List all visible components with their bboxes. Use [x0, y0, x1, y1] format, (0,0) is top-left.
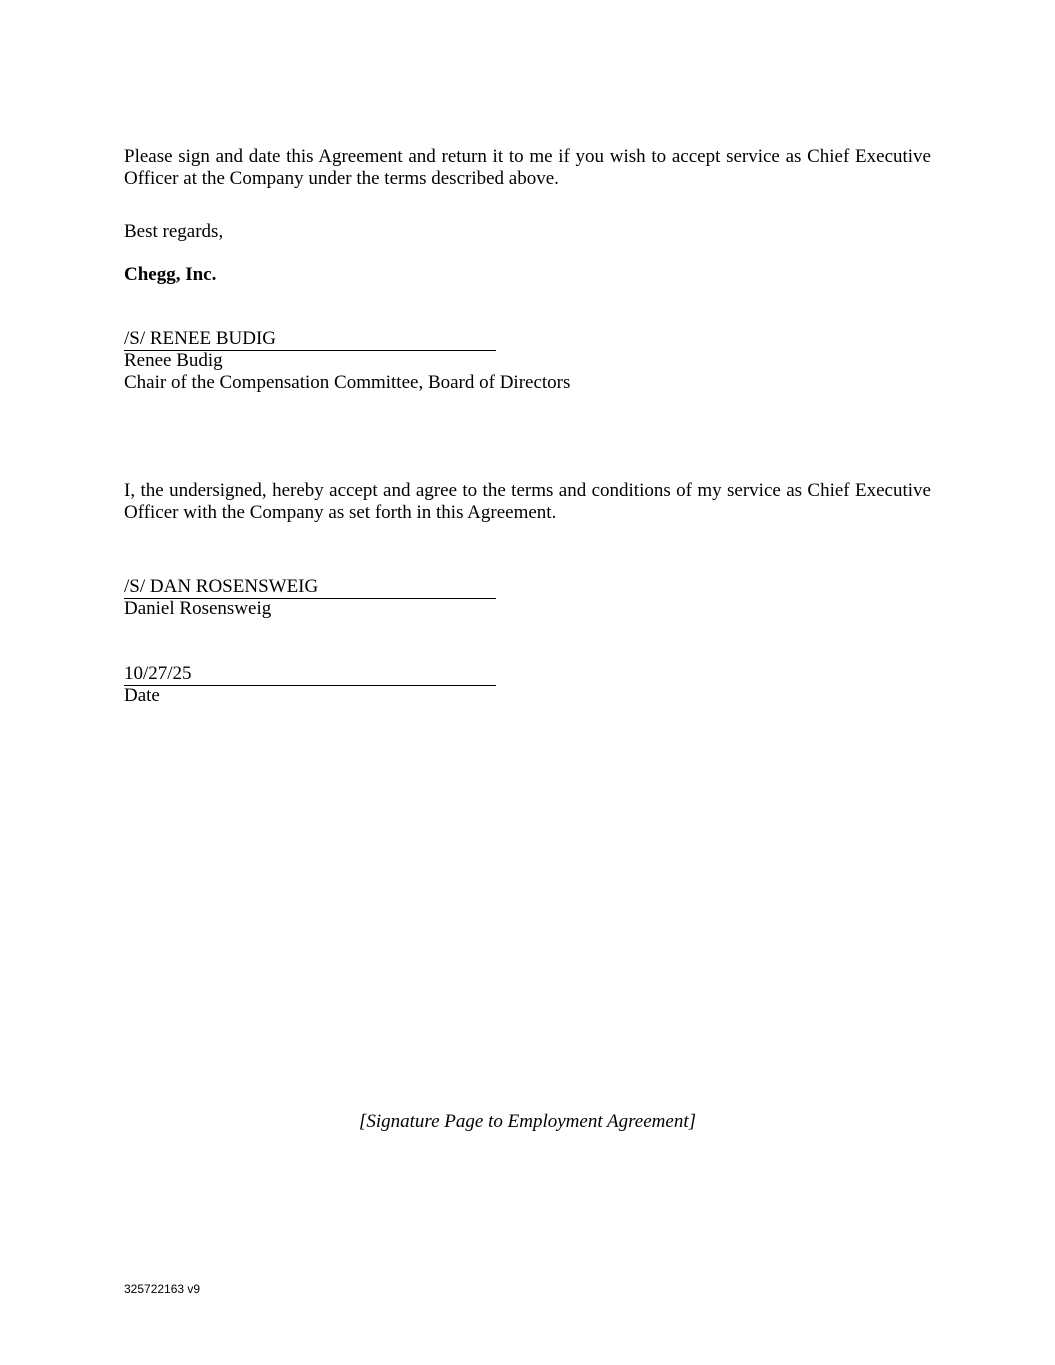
document-id: 325722163 v9 [124, 1282, 201, 1296]
company-signatory-name: Renee Budig [124, 350, 223, 371]
employee-signature-line: /S/ DAN ROSENSWEIG [124, 576, 496, 599]
acceptance-paragraph: I, the undersigned, hereby accept and agree to the terms and conditions of my service as Chief Executive Officer with the Company as set forth in this Agreement. [124, 480, 931, 523]
company-signatory-title: Chair of the Compensation Committee, Board of Directors [124, 372, 571, 393]
date-label: Date [124, 685, 160, 706]
closing-salutation: Best regards, [124, 221, 224, 242]
date-line: 10/27/25 [124, 663, 496, 686]
employee-name: Daniel Rosensweig [124, 598, 272, 619]
intro-paragraph: Please sign and date this Agreement and return it to me if you wish to accept service as Chief Executive Officer at the Company under the terms described above. [124, 146, 931, 189]
company-signature-line: /S/ RENEE BUDIG [124, 328, 496, 351]
company-name: Chegg, Inc. [124, 264, 217, 285]
signature-page-title: [Signature Page to Employment Agreement] [358, 1111, 696, 1132]
